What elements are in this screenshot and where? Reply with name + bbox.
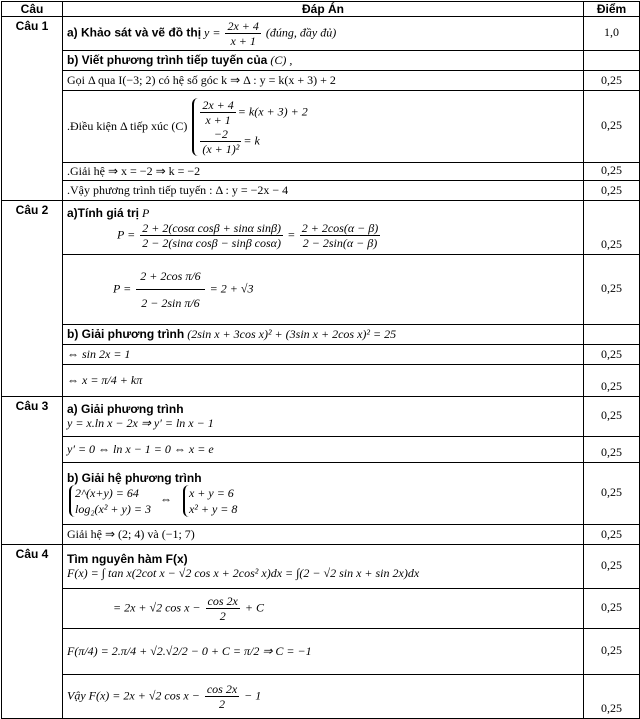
header-row bbox=[2, 2, 640, 17]
equation-system: x + y = 6 x² + y = 8 bbox=[183, 485, 237, 517]
q1-row-c: Gọi Δ qua I(−3; 2) có hệ số góc k ⇒ Δ : y = k(x + 3) + 2 0,25 bbox=[2, 71, 640, 91]
header-points: Điểm bbox=[584, 2, 640, 17]
q1-a-point: 1,0 bbox=[584, 17, 640, 51]
q2-label: Câu 2 bbox=[2, 201, 63, 397]
q1-row-d: .Điều kiện Δ tiếp xúc (C) $\frac{2x + 4}{x + 1}$ = k(x + 3) + 2 $\frac{-2}{\text{(x + 1)²}}$ = k 0,25 bbox=[2, 91, 640, 163]
equation-system: 2^(x+y) = 64 log₂(x² + y) = 3 bbox=[69, 485, 151, 517]
q4-label: Câu 4 bbox=[2, 545, 63, 719]
q1-row-f: .Vậy phương trình tiếp tuyến : Δ : y = −2x − 4 0,25 bbox=[2, 181, 640, 201]
equation-system: $\frac{2x + 4}{x + 1}$ = k(x + 3) + 2 $\frac{-2}{\text{(x + 1)²}}$ = k bbox=[192, 98, 307, 156]
q3-row-c: b) Giải hệ phương trình 2^(x+y) = 64 log₂(x² + y) = 3 ⇔ x + y = 6 x² + y = 8 0,25 bbox=[2, 463, 640, 525]
q1-row-e: .Giải hệ ⇒ x = −2 ⇒ k = −2 0,25 bbox=[2, 163, 640, 181]
q4-row-a: Câu 4 Tìm nguyên hàm F(x) F(x) = ∫ tan x(2cot x − √2 cos x + 2cos² x)dx = ∫(2 − √2 sin x + sin 2x)dx 0,25 bbox=[2, 545, 640, 589]
q3-row-d: Giải hệ ⇒ (2; 4) và (−1; 7) 0,25 bbox=[2, 525, 640, 545]
q1-row-a bbox=[2, 17, 640, 51]
q2-row-d: ⇔ sin 2x = 1 0,25 bbox=[2, 345, 640, 365]
q3-row-b: y′ = 0 ⇔ ln x − 1 = 0 ⇔ x = e 0,25 bbox=[2, 437, 640, 463]
header-question: Câu bbox=[2, 2, 63, 17]
q2-row-c: b) Giải phương trình (2sin x + 3cos x)² + (3sin x + 2cos x)² = 25 bbox=[2, 325, 640, 345]
q4-row-c: F(π/4) = 2.π/4 + √2.√2/2 − 0 + C = π/2 ⇒ C = −1 0,25 bbox=[2, 629, 640, 675]
header-answer: Đáp Án bbox=[63, 2, 584, 17]
q1-part-a: a) Khảo sát và vẽ đồ thị y = $\frac{2x + 4}{x + 1}$ (đúng, đầy đủ) bbox=[63, 17, 584, 51]
q4-row-b: = 2x + √2 cos x − $\frac{\cos 2x}{2}$ + C 0,25 bbox=[2, 589, 640, 629]
q3-row-a: Câu 3 a) Giải phương trình y = x.ln x − 2x ⇒ y′ = ln x − 1 0,25 bbox=[2, 397, 640, 437]
q2-row-e: ⇔ x = π/4 + kπ 0,25 bbox=[2, 365, 640, 397]
q1-label: Câu 1 bbox=[2, 17, 63, 201]
q4-row-d: Vậy F(x) = 2x + √2 cos x − $\frac{\cos 2x}{2}$ − 1 0,25 bbox=[2, 675, 640, 719]
q1-row-b: b) Viết phương trình tiếp tuyến của (C) , bbox=[2, 51, 640, 71]
q3-label: Câu 3 bbox=[2, 397, 63, 545]
answer-table bbox=[1, 1, 640, 719]
fraction: $\frac{2x + 4}{x + 1}$ bbox=[227, 19, 259, 48]
q2-row-b: P = $\frac{\text{2 + 2cos π/6}}{\text{2 − 2sin π/6}}$ = 2 + √3 0,25 bbox=[2, 255, 640, 325]
q2-row-a: Câu 2 a)Tính giá trị P P = $\frac{\text{2 + 2(cosα cosβ + sinα sinβ)}}{\text{2 − 2(sinα cosβ − sinβ cosα)}}$ = $\frac{2 + 2\cos(\alpha - \beta)}{2 - 2\sin(\alpha - \beta)}$ 0,25 bbox=[2, 201, 640, 255]
